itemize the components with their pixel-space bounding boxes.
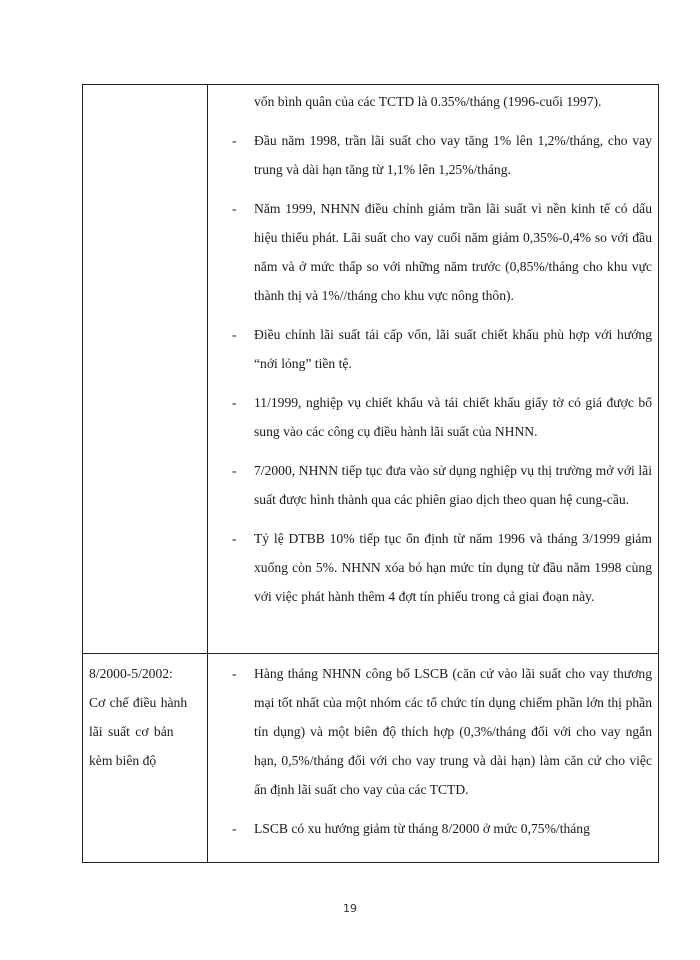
bullet-dash: -	[232, 531, 237, 546]
bullet-item	[224, 524, 652, 611]
bullet-item	[224, 194, 652, 310]
bullet-item	[224, 320, 652, 378]
item-gap	[224, 514, 652, 524]
period-line: Cơ chế điều hành	[89, 695, 188, 710]
page-number: 19	[343, 902, 357, 915]
period-line: lãi suất cơ bản	[89, 724, 174, 739]
bullet-text: Năm 1999, NHNN điều chỉnh giảm trần lãi suất vì nền kinh tế có dấu hiệu thiểu phát. Lãi suất cho vay cuối năm giảm 0,35%-0,4% so với đầu năm và ở mức thấp so với những năm trước (0,85%/tháng cho khu vực thành thị và 1%//tháng cho khu vực nông thôn).	[254, 201, 652, 303]
bullet-item	[224, 456, 652, 514]
content-cell	[208, 85, 659, 654]
period-cell	[83, 85, 208, 654]
bullet-text: Đầu năm 1998, trần lãi suất cho vay tăng 1% lên 1,2%/tháng, cho vay trung và dài hạn tăng từ 1,1% lên 1,25%/tháng.	[254, 133, 652, 177]
item-list	[208, 654, 658, 843]
bullet-text: Điều chỉnh lãi suất tái cấp vốn, lãi suất chiết khấu phù hợp với hướng “nới lỏng” tiền tệ.	[254, 327, 652, 371]
period-label	[83, 654, 207, 775]
policy-table	[82, 84, 659, 863]
table-row	[83, 654, 659, 863]
item-gap	[224, 378, 652, 388]
bullet-dash: -	[232, 395, 237, 410]
bullet-text: 11/1999, nghiệp vụ chiết khấu và tái chiết khấu giấy tờ có giá được bổ sung vào các công cụ điều hành lãi suất của NHNN.	[254, 395, 652, 439]
bullet-item	[224, 659, 652, 804]
bullet-item	[224, 814, 652, 843]
item-gap	[224, 310, 652, 320]
bullet-dash: -	[232, 201, 237, 216]
bullet-dash: -	[232, 666, 237, 681]
period-line: kèm biên độ	[89, 753, 157, 768]
item-gap	[224, 184, 652, 194]
period-cell	[83, 654, 208, 863]
item-list	[208, 85, 658, 611]
item-gap	[224, 804, 652, 814]
table-row	[83, 85, 659, 654]
period-line: 8/2000-5/2002:	[89, 666, 173, 681]
bullet-text: LSCB có xu hướng giảm từ tháng 8/2000 ở mức 0,75%/tháng	[254, 821, 590, 836]
bullet-dash: -	[232, 821, 237, 836]
continuation-text: vốn bình quân của các TCTD là 0.35%/tháng (1996-cuối 1997).	[254, 94, 602, 109]
bullet-item	[224, 126, 652, 184]
item-gap	[224, 116, 652, 126]
bullet-text: Tỷ lệ DTBB 10% tiếp tục ổn định từ năm 1996 và tháng 3/1999 giảm xuống còn 5%. NHNN xóa bỏ hạn mức tín dụng từ đầu năm 1998 cùng với việc phát hành thêm 4 đợt tín phiếu trong cả giai đoạn này.	[254, 531, 652, 604]
content-cell	[208, 654, 659, 863]
bullet-dash: -	[232, 327, 237, 342]
bullet-dash: -	[232, 463, 237, 478]
item-gap	[224, 446, 652, 456]
bullet-text: 7/2000, NHNN tiếp tục đưa vào sử dụng nghiệp vụ thị trường mở với lãi suất được hình thành qua các phiên giao dịch theo quan hệ cung-cầu.	[254, 463, 652, 507]
bullet-item	[224, 388, 652, 446]
bullet-dash: -	[232, 133, 237, 148]
bullet-text: Hàng tháng NHNN công bố LSCB (căn cứ vào lãi suất cho vay thương mại tốt nhất của một nhóm các tổ chức tín dụng chiếm phần lớn thị phần tín dụng) và một biên độ thích hợp (0,3%/tháng đối với cho vay ngắn hạn, 0,5%/tháng đối với cho vay trung và dài hạn) làm căn cứ cho việc ấn định lãi suất cho vay của các TCTD.	[254, 666, 652, 797]
